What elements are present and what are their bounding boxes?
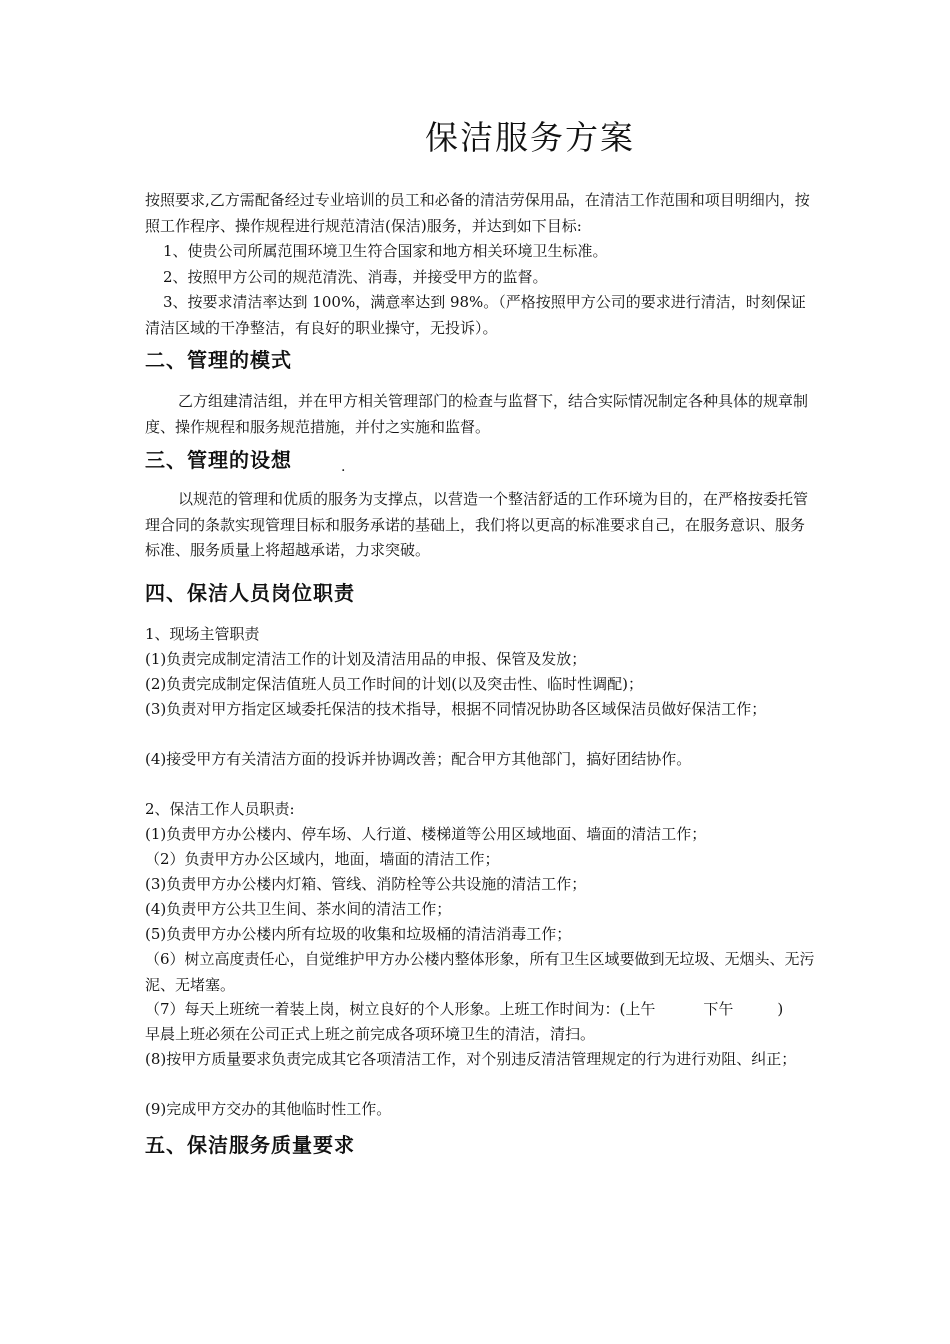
sub1-item-1: (1)负责完成制定清洁工作的计划及清洁用品的申报、保管及发放；	[145, 650, 587, 668]
sub1-item-3: (3)负责对甲方指定区域委托保洁的技术指导，根据不同情况协助各区域保洁员做好保洁工作；	[145, 700, 767, 718]
sub2-item-9: (9)完成甲方交办的其他临时性工作。	[145, 1100, 392, 1118]
intro-item-1: 1、使贵公司所属范围环境卫生符合国家和地方相关环境卫生标准。	[163, 242, 608, 260]
sub2-item-7-cont: 早晨上班必须在公司正式上班之前完成各项环境卫生的清洁，清扫。	[145, 1025, 596, 1043]
section3-paragraph: 以规范的管理和优质的服务为支撑点，以营造一个整洁舒适的工作环境为目的，在严格按委托管理合同的条款实现管理目标和服务承诺的基础上，我们将以更高的标准要求自己，在服务意识、服务标准、服务质量上将超越承诺，力求突破。	[145, 490, 809, 559]
intro-paragraph: 按照要求,乙方需配备经过专业培训的员工和必备的清洁劳保用品，在清洁工作范围和项目明细内，按照工作程序、操作规程进行规范清洁(保洁)服务，并达到如下目标:	[145, 191, 810, 235]
section5-heading: 五、保洁服务质量要求	[145, 1133, 355, 1157]
sub1-item-4: (4)接受甲方有关清洁方面的投诉并协调改善；配合甲方其他部门，搞好团结协作。	[145, 750, 692, 768]
intro-item-3: 3、按要求清洁率达到 100%，满意率达到 98%。（严格按照甲方公司的要求进行清洁，时刻保证清洁区域的干净整洁，有良好的职业操守，无投诉）。	[145, 293, 806, 337]
sub2-item-7	[145, 997, 825, 1023]
stray-dot: .	[341, 459, 346, 475]
sub2-item-3: (3)负责甲方办公楼内灯箱、管线、消防栓等公共设施的清洁工作；	[145, 875, 587, 893]
sub2-item-4: (4)负责甲方公共卫生间、茶水间的清洁工作；	[145, 900, 452, 918]
item7-part-b: 下午	[703, 1000, 734, 1018]
sub1-title: 1、现场主管职责	[145, 625, 260, 643]
section2-paragraph: 乙方组建清洁组，并在甲方相关管理部门的检查与监督下，结合实际情况制定各种具体的规章制度、操作规程和服务规范措施，并付之实施和监督。	[145, 392, 809, 436]
sub2-item-8: (8)按甲方质量要求负责完成其它各项清洁工作，对个别违反清洁管理规定的行为进行劝阻、纠正；	[145, 1050, 797, 1068]
sub2-item-5: (5)负责甲方办公楼内所有垃圾的收集和垃圾桶的清洁消毒工作；	[145, 925, 572, 943]
sub2-item-2: （2）负责甲方办公区域内，地面，墙面的清洁工作；	[145, 850, 500, 868]
item7-part-c: )	[777, 1000, 784, 1018]
intro-item-2: 2、按照甲方公司的规范清洗、消毒，并接受甲方的监督。	[163, 268, 548, 286]
sub1-item-2: (2)负责完成制定保洁值班人员工作时间的计划(以及突击性、临时性调配)；	[145, 675, 643, 693]
document-title: 保洁服务方案	[425, 118, 635, 157]
section3-heading: 三、管理的设想	[145, 448, 292, 472]
section2-heading: 二、管理的模式	[145, 348, 292, 372]
sub2-item-6: （6）树立高度责任心，自觉维护甲方办公楼内整体形象，所有卫生区域要做到无垃圾、无烟头、无污泥、无堵塞。	[145, 950, 815, 994]
sub2-item-1: (1)负责甲方办公楼内、停车场、人行道、楼梯道等公用区域地面、墙面的清洁工作；	[145, 825, 707, 843]
section4-heading: 四、保洁人员岗位职责	[145, 581, 355, 605]
item7-part-a: （7）每天上班统一着装上岗，树立良好的个人形象。上班工作时间为：(上午	[145, 1000, 656, 1018]
sub2-title: 2、保洁工作人员职责:	[145, 800, 295, 818]
